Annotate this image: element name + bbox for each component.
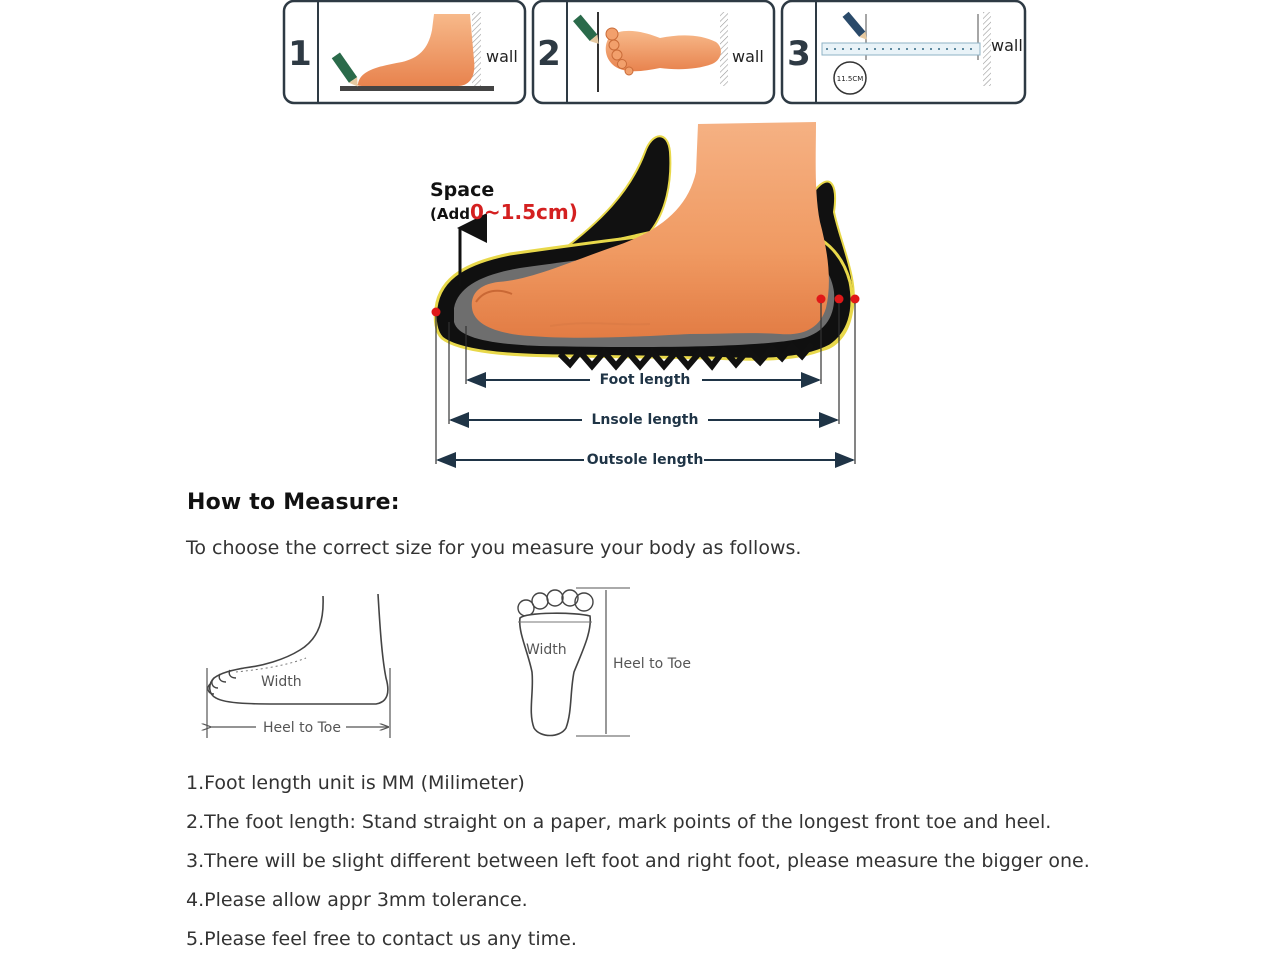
shoe-diagram	[420, 112, 870, 472]
ruler-badge: 11.5CM	[836, 75, 864, 83]
step-1-panel	[284, 1, 525, 103]
insole-heel-marker	[835, 295, 844, 304]
note-item: 4.Please allow appr 3mm tolerance.	[186, 889, 528, 911]
step-1-number: 1	[288, 34, 312, 74]
intro-text: To choose the correct size for you measure your body as follows.	[186, 537, 802, 559]
space-label: Space	[430, 179, 495, 201]
step-2-number: 2	[537, 34, 561, 74]
page-title: How to Measure:	[187, 490, 400, 515]
sole-foot-sketch	[506, 582, 716, 742]
outsole-front-marker	[432, 308, 441, 317]
space-add-prefix: (Add	[430, 205, 470, 223]
step-1-wall-label: wall	[486, 47, 518, 66]
note-item: 1.Foot length unit is MM (Milimeter)	[186, 772, 525, 794]
outsole-length-label: Outsole length	[586, 452, 704, 468]
sole-length-label: Heel to Toe	[613, 656, 691, 672]
note-item: 3.There will be slight different between left foot and right foot, please measure the bigger one.	[186, 850, 1090, 872]
step-3-panel	[782, 1, 1025, 103]
side-length-label: Heel to Toe	[263, 720, 341, 736]
step-2-wall-label: wall	[732, 47, 764, 66]
space-add-line	[430, 200, 578, 224]
side-foot-sketch	[196, 588, 401, 744]
measurement-notes	[186, 764, 1090, 959]
sole-width-label: Width	[526, 642, 567, 658]
note-item: 2.The foot length: Stand straight on a paper, mark points of the longest front toe and heel.	[186, 811, 1052, 833]
space-add-value: 0~1.5cm)	[469, 200, 578, 224]
outsole-heel-marker	[851, 295, 860, 304]
note-item: 5.Please feel free to contact us any time.	[186, 928, 577, 950]
step-3-wall-label: wall	[991, 36, 1023, 55]
foot-heel-marker	[817, 295, 826, 304]
ruler	[822, 43, 980, 55]
foot-length-label: Foot length	[599, 372, 691, 388]
insole-length-label: Lnsole length	[591, 412, 699, 428]
step-panels	[0, 0, 1286, 110]
step-3-number: 3	[787, 34, 811, 74]
step-2-panel	[533, 1, 774, 103]
side-width-label: Width	[261, 674, 302, 690]
